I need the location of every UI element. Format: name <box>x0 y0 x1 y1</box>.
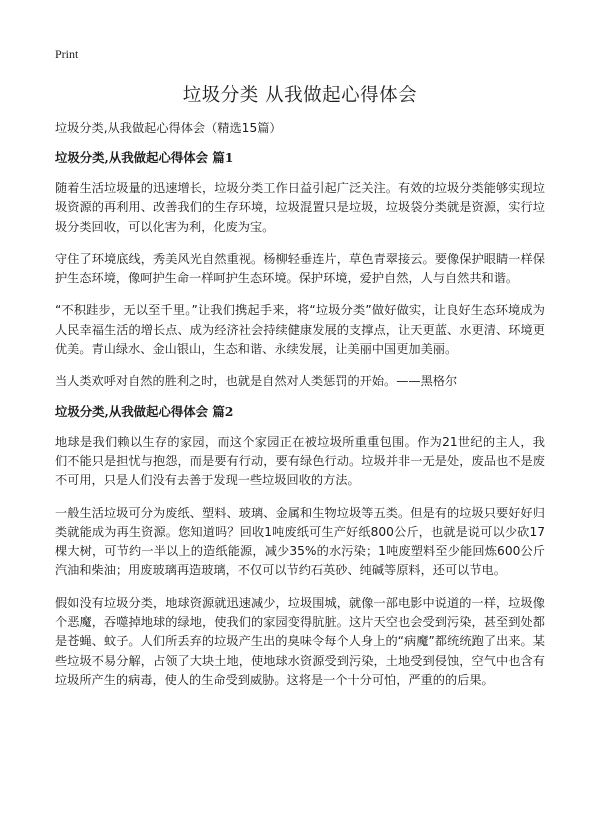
document-subtitle: 垃圾分类,从我做起心得体会（精选15篇） <box>55 121 282 135</box>
paragraph: 一般生活垃圾可分为废纸、塑料、玻璃、金属和生物垃圾等五类。但是有的垃圾只要好好归类就能成为再生资源。您知道吗？回收1吨废纸可生产好纸800公斤，也就是说可以少砍17棵大树，可节约一半以上的造纸能源，减少35%的水污染；1吨废塑料至少能回炼600公斤汽油和柴油；用废玻璃再造玻璃，不仅可以节约石英砂、纯碱等原料，还可以节电。 <box>55 505 545 578</box>
section-heading: 垃圾分类,从我做起心得体会 篇1 <box>55 150 234 165</box>
paragraph: 假如没有垃圾分类，地球资源就迅速减少，垃圾围城，就像一部电影中说道的一样，垃圾像个恶魔，吞噬掉地球的绿地，使我们的家园变得肮脏。这片天空也会受到污染，甚至到处都是苍蝇、蚊子。人们所丢弃的垃圾产生出的臭味令每个人身上的“病魔”都统统跑了出来。某些垃圾不易分解，占领了大块土地，使地球水资源受到污染，土地受到侵蚀，空气中也含有垃圾所产生的病毒，使人的生命受到威胁。这将是一个十分可怕，严重的的后果。 <box>55 595 545 687</box>
print-link[interactable]: Print <box>55 47 79 61</box>
section-heading: 垃圾分类,从我做起心得体会 篇2 <box>55 403 234 419</box>
paragraph: 当人类欢呼对自然的胜利之时，也就是自然对人类惩罚的开始。——黑格尔 <box>55 374 458 389</box>
paragraph: 随着生活垃圾量的迅速增长，垃圾分类工作日益引起广泛关注。有效的垃圾分类能够实现垃圾资源的再利用、改善我们的生存环境，垃圾混置只是垃圾，垃圾袋分类就是资源，实行垃圾分类回收，可以化害为利，化废为宝。 <box>55 181 545 234</box>
paragraph: 地球是我们赖以生存的家园，而这个家园正在被垃圾所重重包围。作为21世纪的主人，我们不能只是担忧与抱怨，而是要有行动，要有绿色行动。垃圾并非一无是处，废品也不是废不可用，只是人们没有去善于发现一些垃圾回收的方法。 <box>55 434 545 488</box>
section-1 <box>55 148 545 392</box>
paragraph: 守住了环境底线，秀美风光自然重视。杨柳轻垂连片，草色青翠接云。要像保护眼睛一样保护生态环境，像呵护生命一样呵护生态环境。保护环境，爱护自然，人与自然共和谐。 <box>55 251 545 286</box>
paragraph: “不积跬步，无以至千里。”让我们携起手来，将“垃圾分类”做好做实，让良好生态环境成为人民幸福生活的增长点、成为经济社会持续健康发展的支撑点，让天更蓝、水更清、环境更优美。青山绿水、金山银山，生态和谐、永续发展，让美丽中国更加美丽。 <box>55 303 545 357</box>
page-title: 垃圾分类 从我做起心得体会 <box>182 85 418 106</box>
section-2 <box>55 402 545 691</box>
